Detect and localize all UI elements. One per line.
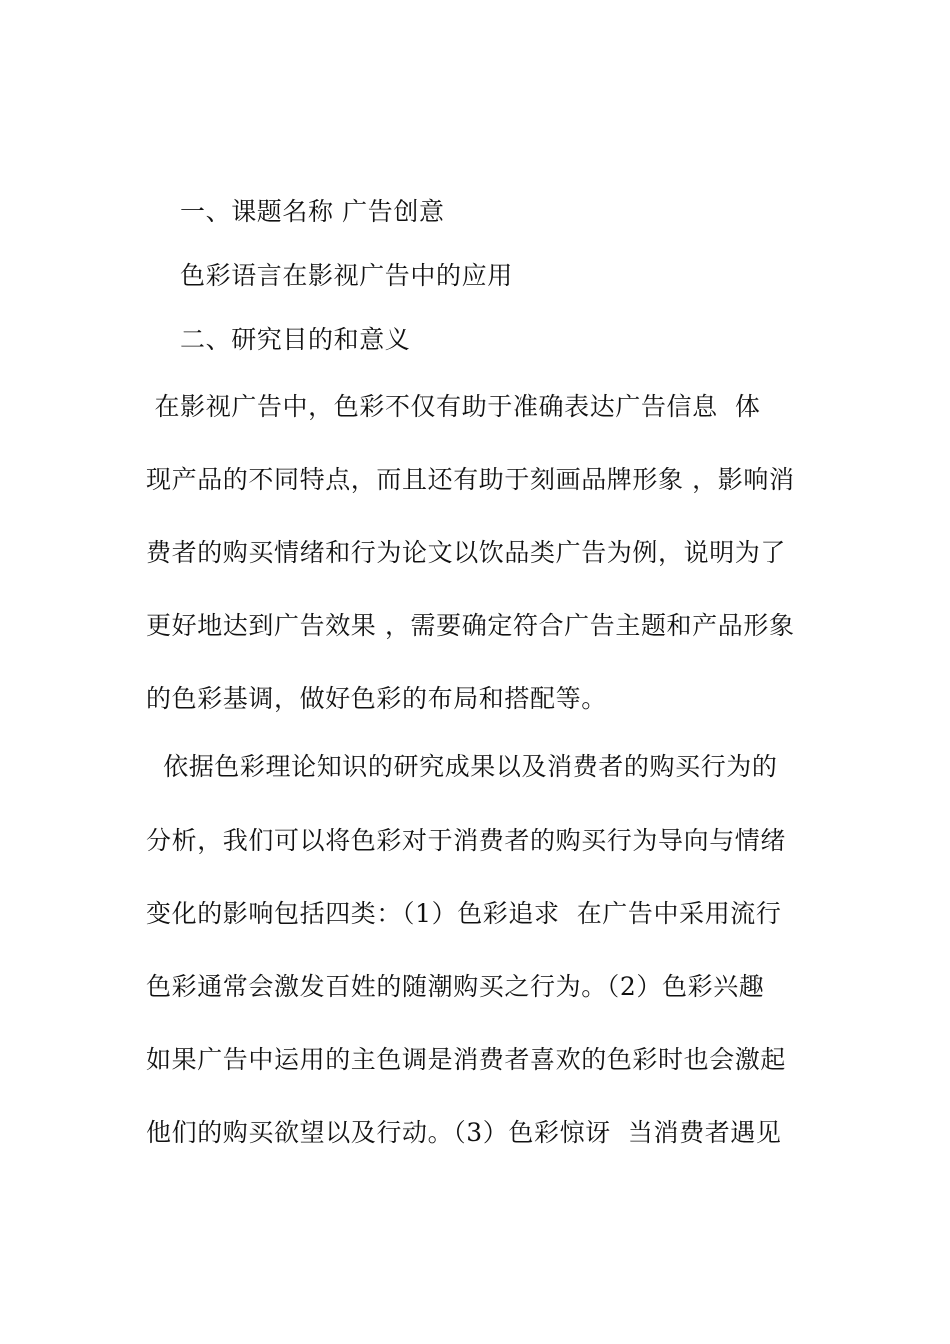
paragraph-line: 依据色彩理论知识的研究成果以及消费者的购买行为的 bbox=[146, 752, 778, 781]
heading-research-purpose: 二、研究目的和意义 bbox=[180, 325, 411, 354]
paragraph-line: 的色彩基调，做好色彩的布局和搭配等。 bbox=[146, 684, 607, 713]
paragraph-line: 更好地达到广告效果 ，需要确定符合广告主题和产品形象 bbox=[146, 611, 795, 640]
paragraph-line: 他们的购买欲望以及行动。（3）色彩惊讶 当消费者遇见 bbox=[146, 1118, 782, 1147]
heading-topic-name: 一、课题名称 广告创意 bbox=[180, 197, 445, 226]
paragraph-line: 如果广告中运用的主色调是消费者喜欢的色彩时也会激起 bbox=[146, 1045, 787, 1074]
paragraph-line: 现产品的不同特点，而且还有助于刻画品牌形象 ，影响消 bbox=[146, 465, 795, 494]
heading-topic-subtitle: 色彩语言在影视广告中的应用 bbox=[180, 261, 513, 290]
paragraph-line: 分析，我们可以将色彩对于消费者的购买行为导向与情绪 bbox=[146, 826, 787, 855]
paragraph-line: 色彩通常会激发百姓的随潮购买之行为。（2）色彩兴趣 bbox=[146, 972, 765, 1001]
paragraph-line: 费者的购买情绪和行为论文以饮品类广告为例，说明为了 bbox=[146, 538, 787, 567]
paragraph-line: 变化的影响包括四类：（1）色彩追求 在广告中采用流行 bbox=[146, 899, 782, 928]
paragraph-line: 在影视广告中，色彩不仅有助于准确表达广告信息 体 bbox=[146, 392, 761, 421]
